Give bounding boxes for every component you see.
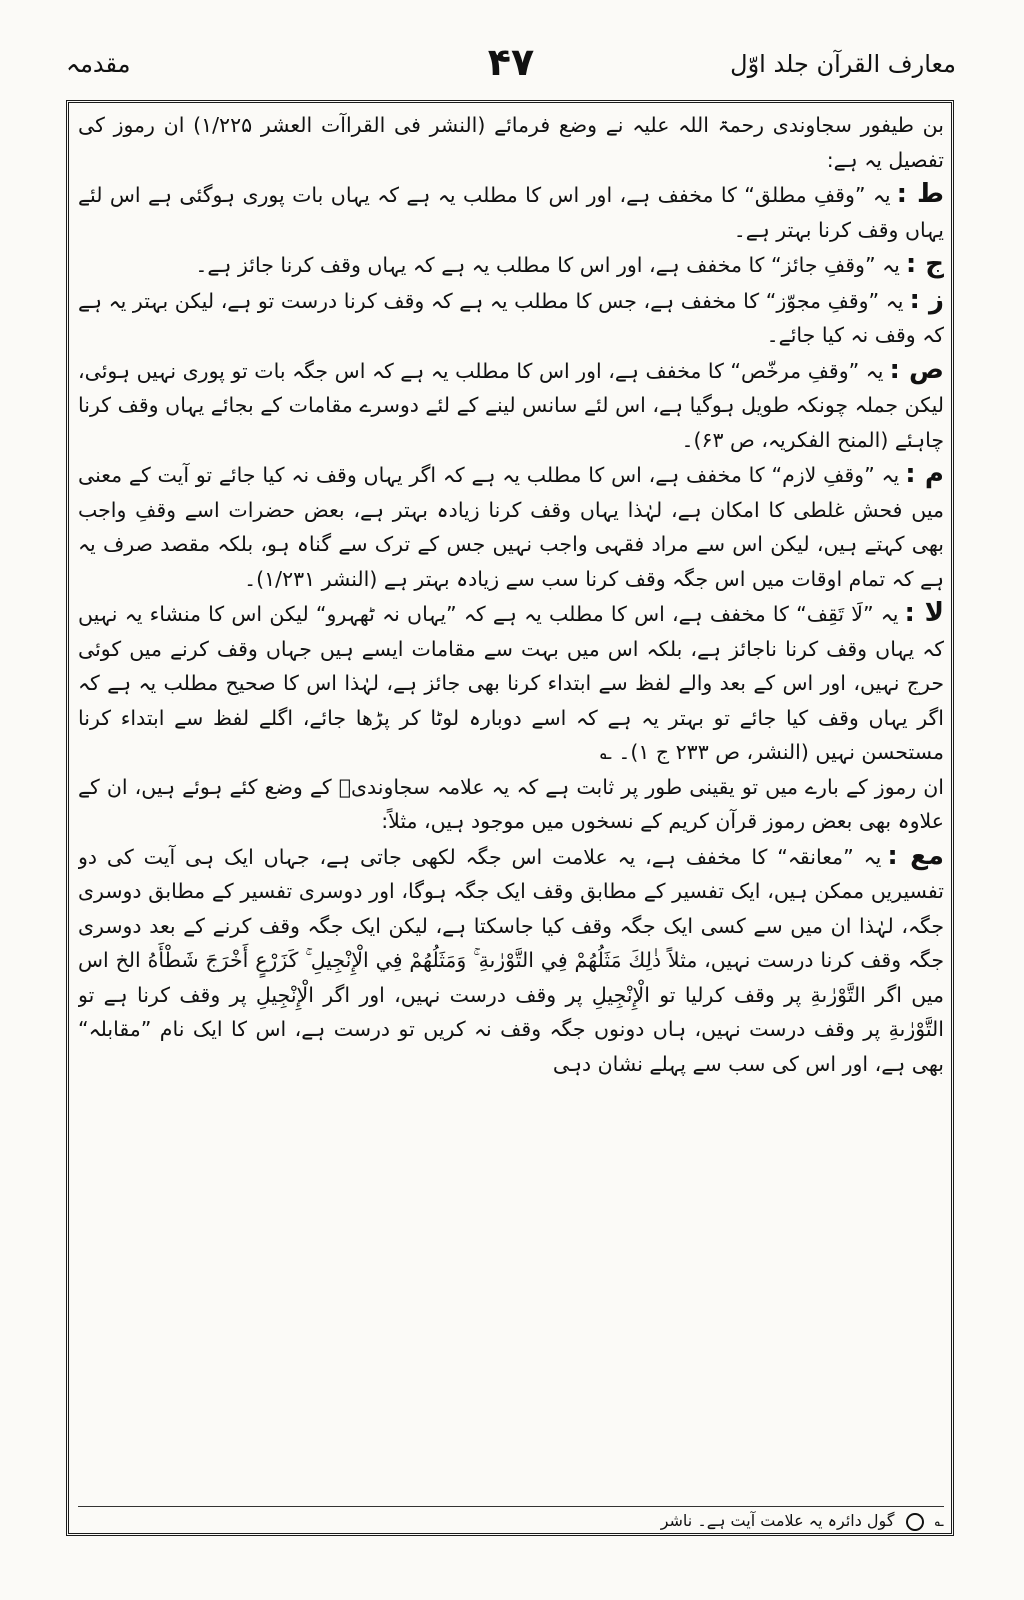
- paragraph: [78, 770, 944, 839]
- footnote-marker: ؎: [934, 1511, 944, 1530]
- paragraph-text: یہ ”وقفِ مرخّص“ کا مخفف ہے، اور اس کا مطلب یہ ہے کہ اس جگہ بات تو پوری نہیں ہوئی، لیکن جملہ چونکہ طویل ہوگیا ہے، اس لئے سانس لینے کے لئے دوسرے مقامات کے بجائے یہاں وقف کرنا چاہئے (المنح الفکریہ، ص ۶۳)۔: [78, 358, 944, 452]
- paragraph-text: یہ ”وقفِ لازم“ کا مخفف ہے، اس کا مطلب یہ ہے کہ اگر یہاں وقف نہ کیا جائے تو آیت کے معنی میں فحش غلطی کا امکان ہے، لہٰذا یہاں وقف کرنا زیادہ بہتر ہے، بعض حضرات اسے وقفِ واجب بھی کہتے ہیں، لیکن اس سے مراد فقہی واجب نہیں جس کے ترک سے گناہ ہو، بلکہ مقصد صرف یہ ہے کہ تمام اوقات میں اس جگہ وقف کرنا سب سے زیادہ بہتر ہے (النشر ۱/۲۳۱)۔: [78, 463, 944, 591]
- ayah-circle-icon: [906, 1513, 924, 1531]
- paragraph-text: ان رموز کے بارے میں تو یقینی طور پر ثابت ہے کہ یہ علامہ سجاوندیؒ کے وضع کئے ہوئے ہیں، ان کے علاوہ بھی بعض رموز قرآن کریم کے نسخوں میں موجود ہیں، مثلاً:: [78, 774, 944, 833]
- paragraph-text: یہ ”لَا تَقِف“ کا مخفف ہے، اس کا مطلب یہ ہے کہ ”یہاں نہ ٹھہرو“ لیکن اس کا منشاء یہ نہیں کہ یہاں وقف کرنا ناجائز ہے، بلکہ اس میں بہت سے مقامات ایسے ہیں جہاں وقف کرنے میں کوئی حرج نہیں، اور اس کے بعد والے لفظ سے ابتداء کرنا بھی جائز ہے، لہٰذا اس کا صحیح مطلب یہ ہے کہ اگر یہاں وقف کیا جائے تو بہتر یہ ہے کہ اسے دوبارہ لوٹا کر پڑھا جائے، اگلے لفظ سے ابتداء کرنا مستحسن نہیں (النشر، ص ۲۳۳ ج ۱)۔ ؎: [78, 602, 944, 764]
- paragraph: [78, 283, 944, 353]
- pause-symbol: ج :: [905, 249, 944, 279]
- body-text: [78, 108, 944, 1498]
- pause-symbol: ط :: [896, 179, 944, 209]
- book-title: معارف القرآن جلد اوّل: [730, 50, 956, 78]
- paragraph: [78, 353, 944, 458]
- pause-symbol: لا :: [904, 598, 944, 628]
- section-title: مقدمہ: [66, 50, 131, 78]
- page-header: [66, 40, 956, 96]
- pause-symbol: ز :: [909, 284, 944, 315]
- paragraph: [78, 457, 944, 596]
- paragraph: [78, 596, 944, 770]
- paragraph: [78, 108, 944, 177]
- paragraph-text: یہ ”معانقہ“ کا مخفف ہے، یہ علامت اس جگہ لکھی جاتی ہے، جہاں ایک ہی آیت کی دو تفسیریں ممکن ہیں، ایک تفسیر کے مطابق وقف ایک جگہ ہوگا، اور دوسری تفسیر کے مطابق دوسری جگہ، لہٰذا ان میں سے کسی ایک جگہ وقف کیا جاسکتا ہے، لیکن ایک جگہ وقف کرنے کے بعد دوسری جگہ وقف کرنا درست نہیں، مثلاً ذٰلِكَ مَثَلُهُمْ فِي التَّوْرٰىةِ ۚ وَمَثَلُهُمْ فِي الْإِنْجِيلِ ۚ كَزَرْعٍ أَخْرَجَ شَطْأَهُ الخ اس میں اگر التَّوْرٰىةِ پر وقف کرلیا تو الْإِنْجِيلِ پر وقف درست نہیں، اور اگر الْإِنْجِيلِ پر وقف کرنا ہے تو التَّوْرٰىةِ پر وقف درست نہیں، ہاں دونوں جگہ وقف نہ کریں تو درست ہے، اس کا ایک نام ”مقابلہ“ بھی ہے، اور اس کی سب سے پہلے نشان دہی: [78, 844, 944, 1076]
- pause-symbol: م :: [905, 459, 944, 489]
- paragraph-text: یہ ”وقفِ جائز“ کا مخفف ہے، اور اس کا مطلب یہ ہے کہ یہاں وقف کرنا جائز ہے۔: [195, 253, 900, 277]
- footnote-text: گول دائرہ یہ علامت آیت ہے۔ ناشر: [660, 1511, 895, 1530]
- footnote: [78, 1506, 944, 1533]
- pause-symbol: ص :: [889, 354, 944, 385]
- paragraph: [78, 247, 944, 283]
- paragraph: [78, 839, 944, 1082]
- paragraph-text: بن طیفور سجاوندی رحمۃ اللہ علیہ نے وضع فرمائے (النشر فی القراآت العشر ۱/۲۲۵) ان رموز کی تفصیل یہ ہے:: [78, 113, 944, 172]
- paragraph-text: یہ ”وقفِ مجوّز“ کا مخفف ہے، جس کا مطلب یہ ہے کہ وقف کرنا درست تو ہے، لیکن بہتر یہ ہے کہ وقف نہ کیا جائے۔: [78, 288, 944, 347]
- page-number: ۴۷: [487, 40, 535, 84]
- paragraph-text: یہ ”وقفِ مطلق“ کا مخفف ہے، اور اس کا مطلب یہ ہے کہ یہاں بات پوری ہوگئی ہے اس لئے یہاں وقف کرنا بہتر ہے۔: [78, 183, 944, 242]
- pause-symbol: مع :: [887, 840, 944, 871]
- paragraph: [78, 177, 944, 247]
